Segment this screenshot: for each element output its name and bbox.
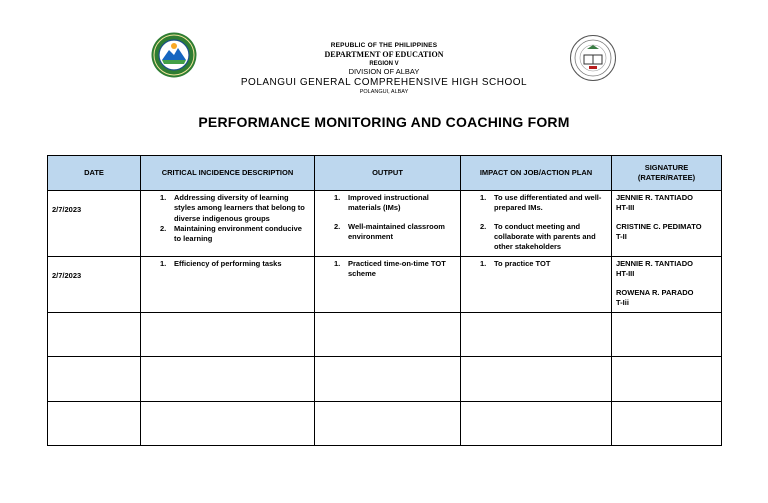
date-cell: 2/7/2023 xyxy=(48,191,141,257)
list-item xyxy=(141,224,314,245)
item-number: 1. xyxy=(160,193,167,202)
rater-name: JENNIE R. TANTIADO xyxy=(616,193,693,202)
output-cell xyxy=(315,257,461,313)
item-text: To conduct meeting and collaborate with parents and other stakeholders xyxy=(494,221,596,252)
rater-position: HT-III xyxy=(616,269,635,279)
division-line: DIVISION OF ALBAY xyxy=(348,67,420,76)
item-text: Maintaining environment conducive to learning xyxy=(174,224,302,244)
list-item xyxy=(461,193,611,214)
empty-cell[interactable] xyxy=(612,313,722,357)
school-location: POLANGUI, ALBAY xyxy=(359,89,409,95)
header-signature-line1: SIGNATURE xyxy=(644,163,689,173)
list-item xyxy=(315,222,460,243)
empty-cell[interactable] xyxy=(141,357,315,402)
rater-position: HT-III xyxy=(616,203,635,213)
school-seal-icon xyxy=(570,35,616,81)
list-item xyxy=(315,259,460,280)
list-item xyxy=(141,193,314,224)
empty-cell[interactable] xyxy=(612,402,722,446)
item-number: 2. xyxy=(334,221,341,231)
table-row-empty xyxy=(48,402,722,446)
item-text: To practice TOT xyxy=(494,259,551,268)
monitoring-table xyxy=(47,155,722,446)
table-row xyxy=(48,191,722,257)
empty-cell[interactable] xyxy=(461,313,612,357)
table-row-empty xyxy=(48,313,722,357)
critical-cell xyxy=(141,257,315,313)
empty-cell[interactable] xyxy=(141,313,315,357)
list-item xyxy=(461,259,611,269)
header-signature-line2: (RATER/RATEE) xyxy=(637,173,696,182)
empty-cell[interactable] xyxy=(315,313,461,357)
ratee-position: T-II xyxy=(616,232,627,242)
item-number: 1. xyxy=(160,259,167,268)
empty-cell[interactable] xyxy=(141,402,315,446)
item-text: Addressing diversity of learning styles among learners that belong to diverse indigenous groups xyxy=(174,193,305,223)
empty-cell[interactable] xyxy=(612,357,722,402)
empty-cell[interactable] xyxy=(315,402,461,446)
item-number: 2. xyxy=(160,224,167,234)
item-number: 1. xyxy=(480,259,487,268)
deped-seal-icon xyxy=(151,32,197,78)
ratee-name: ROWENA R. PARADO xyxy=(616,287,694,297)
header-output: OUTPUT xyxy=(315,156,461,191)
item-number: 2. xyxy=(480,221,487,231)
header-impact: IMPACT ON JOB/ACTION PLAN xyxy=(461,156,612,191)
list-item xyxy=(141,259,314,269)
table-header-row xyxy=(48,156,722,191)
impact-cell xyxy=(461,257,612,313)
ratee-position: T-Iii xyxy=(616,298,629,308)
table-row xyxy=(48,257,722,313)
item-text: To use differentiated and well-prepared IMs. xyxy=(494,193,602,213)
region-line: REGION V xyxy=(369,61,399,67)
school-name: POLANGUI GENERAL COMPREHENSIVE HIGH SCHOOL xyxy=(240,77,528,88)
item-text: Improved instructional materials (IMs) xyxy=(348,193,429,213)
header-signature xyxy=(612,156,722,191)
empty-cell[interactable] xyxy=(461,357,612,402)
impact-cell xyxy=(461,191,612,257)
empty-cell[interactable] xyxy=(48,357,141,402)
header-date: DATE xyxy=(48,156,141,191)
list-item xyxy=(461,222,611,253)
item-text: Well-maintained classroom environment xyxy=(348,221,445,242)
empty-cell[interactable] xyxy=(461,402,612,446)
empty-cell[interactable] xyxy=(315,357,461,402)
signature-cell xyxy=(612,191,722,257)
form-title: PERFORMANCE MONITORING AND COACHING FORM xyxy=(198,114,570,130)
department-line: DEPARTMENT OF EDUCATION xyxy=(324,50,444,59)
empty-cell[interactable] xyxy=(48,402,141,446)
header-critical-incidence: CRITICAL INCIDENCE DESCRIPTION xyxy=(141,156,315,191)
item-number: 1. xyxy=(334,259,341,268)
item-number: 1. xyxy=(480,193,487,202)
item-number: 1. xyxy=(334,193,341,202)
republic-line: REPUBLIC OF THE PHILIPPINES xyxy=(330,42,438,49)
critical-cell xyxy=(141,191,315,257)
ratee-name: CRISTINE C. PEDIMATO xyxy=(616,221,702,231)
signature-cell xyxy=(612,257,722,313)
date-cell: 2/7/2023 xyxy=(48,257,141,313)
list-item xyxy=(315,193,460,214)
output-cell xyxy=(315,191,461,257)
rater-name: JENNIE R. TANTIADO xyxy=(616,259,693,268)
table-row-empty xyxy=(48,357,722,402)
item-text: Practiced time-on-time TOT scheme xyxy=(348,259,446,279)
item-text: Efficiency of performing tasks xyxy=(174,259,282,268)
empty-cell[interactable] xyxy=(48,313,141,357)
